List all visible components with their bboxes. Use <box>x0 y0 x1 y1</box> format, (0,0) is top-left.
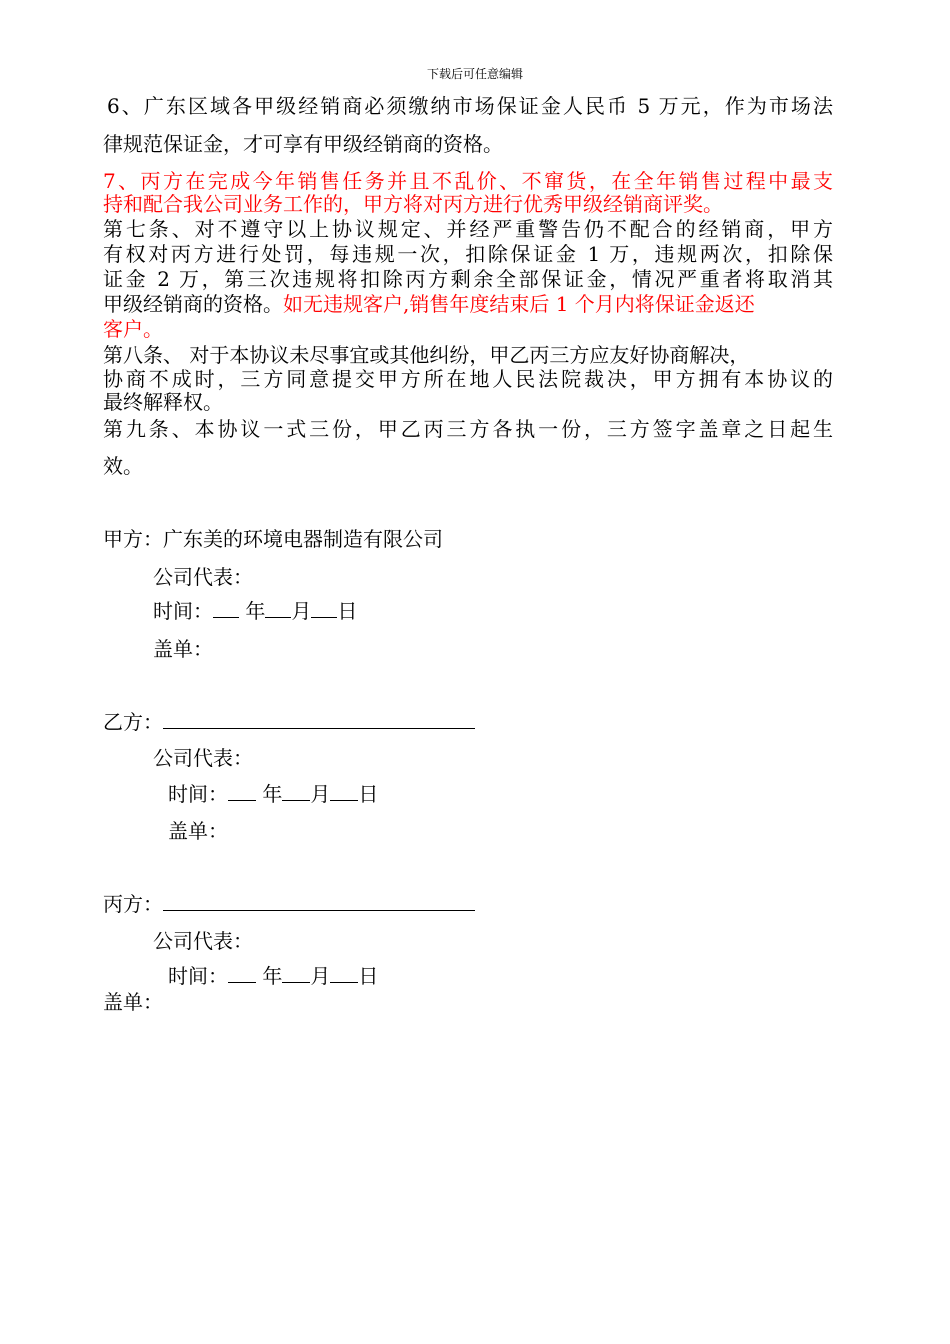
party-c-time-label: 时间： <box>168 964 228 988</box>
party-b-day-label: 日 <box>358 782 379 806</box>
article9-line1: 第九条、本协议一式三份，甲乙丙三方各执一份，三方签字盖章之日起生 <box>103 417 833 441</box>
party-b-rep: 公司代表： <box>153 746 253 770</box>
party-a-label: 甲方：广东美的环境电器制造有限公司 <box>103 527 443 551</box>
clause-item6-line1: 6、广东区域各甲级经销商必须缴纳市场保证金人民币 5 万元，作为市场法 <box>107 94 833 118</box>
party-c-time <box>168 964 378 988</box>
article8-line2: 协商不成时，三方同意提交甲方所在地人民法院裁决，甲方拥有本协议的 <box>103 367 833 391</box>
article8-line3: 最终解释权。 <box>103 390 223 414</box>
party-a-day-blank[interactable] <box>311 599 337 618</box>
article7-line5: 客户。 <box>103 317 163 341</box>
party-c-month-label: 月 <box>310 964 331 988</box>
party-c-year-blank[interactable] <box>228 964 256 983</box>
party-b-month-blank[interactable] <box>282 782 310 801</box>
party-a-seal: 盖单： <box>153 637 213 661</box>
party-c-rep: 公司代表： <box>153 929 253 953</box>
party-b-name-blank[interactable] <box>163 710 475 729</box>
article7-refund-note: 如无违规客户,销售年度结束后 1 个月内将保证金返还 <box>283 292 755 316</box>
article7-line2: 有权对丙方进行处罚，每违规一次，扣除保证金 1 万，违规两次，扣除保 <box>103 242 833 266</box>
article8-line1: 第八条、 对于本协议未尽事宜或其他纠纷，甲乙丙三方应友好协商解决， <box>103 343 750 367</box>
article7-line4 <box>103 292 755 316</box>
party-c-seal: 盖单： <box>103 990 163 1014</box>
party-c-year-label: 年 <box>262 964 283 988</box>
party-b-year-blank[interactable] <box>228 782 256 801</box>
party-c-day-blank[interactable] <box>330 964 358 983</box>
party-a-month-label: 月 <box>291 599 312 623</box>
party-b-time-label: 时间： <box>168 782 228 806</box>
party-c-label: 丙方： <box>103 892 163 916</box>
party-c-month-blank[interactable] <box>282 964 310 983</box>
party-c-day-label: 日 <box>358 964 379 988</box>
article7-line3: 证金 2 万，第三次违规将扣除丙方剩余全部保证金，情况严重者将取消其 <box>103 267 833 291</box>
party-c-name-blank[interactable] <box>163 892 475 911</box>
article9-line2: 效。 <box>103 454 143 478</box>
party-a-time-label: 时间： <box>153 599 213 623</box>
party-b-row <box>103 710 475 734</box>
party-a-time <box>153 599 357 623</box>
party-a-day-label: 日 <box>337 599 358 623</box>
article7-line1: 第七条、对不遵守以上协议规定、并经严重警告仍不配合的经销商，甲方 <box>103 217 833 241</box>
party-a-year-blank[interactable] <box>213 599 239 618</box>
clause-item6-line2: 律规范保证金，才可享有甲级经销商的资格。 <box>103 132 503 156</box>
party-b-month-label: 月 <box>310 782 331 806</box>
party-b-label: 乙方： <box>103 710 163 734</box>
party-c-row <box>103 892 475 916</box>
clause-item7-line1: 7、丙方在完成今年销售任务并且不乱价、不窜货，在全年销售过程中最支 <box>103 169 833 193</box>
party-a-rep: 公司代表： <box>153 565 253 589</box>
party-b-time <box>168 782 378 806</box>
party-b-day-blank[interactable] <box>330 782 358 801</box>
party-b-seal: 盖单： <box>168 819 228 843</box>
party-a-year-label: 年 <box>245 599 266 623</box>
clause-item7-line2: 持和配合我公司业务工作的，甲方将对丙方进行优秀甲级经销商评奖。 <box>103 192 723 216</box>
page-header-note: 下载后可任意编辑 <box>426 67 523 81</box>
article7-line4-text: 甲级经销商的资格。 <box>103 292 283 316</box>
party-b-year-label: 年 <box>262 782 283 806</box>
party-a-month-blank[interactable] <box>265 599 291 618</box>
